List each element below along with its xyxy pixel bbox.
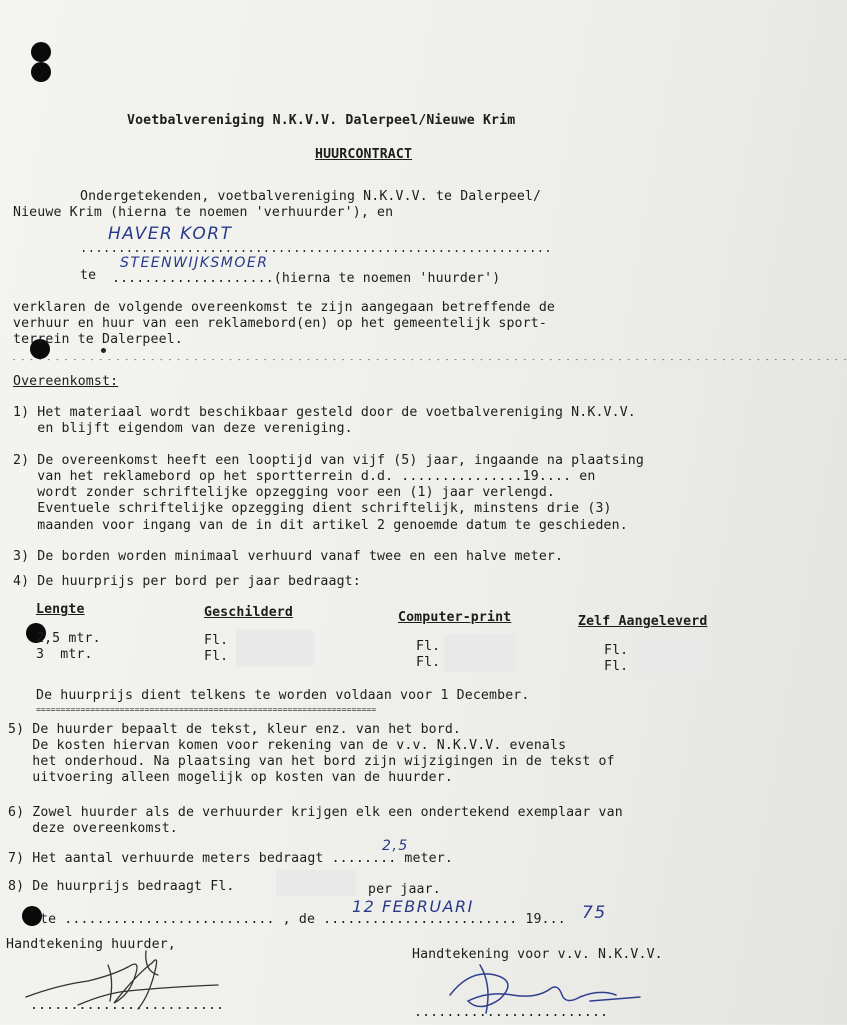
date-handwritten: 12 FEBRUARI xyxy=(352,897,474,916)
punch-hole-top-1 xyxy=(31,42,51,62)
intro-line-2: Nieuwe Krim (hierna te noemen 'verhuurder'), en xyxy=(13,205,394,220)
article-4: 4) De huurprijs per bord per jaar bedraagt: xyxy=(13,574,361,589)
article-6-line-2: deze overeenkomst. xyxy=(8,821,178,836)
signature-label-club: Handtekening voor v.v. N.K.V.V. xyxy=(412,947,663,962)
equals-separator: ===================================================================== xyxy=(36,704,377,714)
row-2-print: Fl. xyxy=(416,655,441,670)
row-1-own: Fl. xyxy=(604,643,629,658)
col-header-painted: Geschilderd xyxy=(204,605,293,620)
row-2-length: 3 mtr. xyxy=(36,647,93,662)
redacted-price-print xyxy=(444,634,516,672)
row-1-print: Fl. xyxy=(416,639,441,654)
redacted-price-painted xyxy=(236,630,314,666)
dashed-separator: - - - - - - - - - - - - - - - - - - - - - - - - - - - - - - - - - - - - - - - - - - - - - - - - - - - - - - - - - - - - - - - - - - - - - - - - - - - - - - - - - - - - - - - - - - - - - - - - - xyxy=(12,355,847,364)
intro-line-1: Ondergetekenden, voetbalvereniging N.K.V.V. te Dalerpeel/ xyxy=(80,189,542,204)
row-1-length: 2,5 mtr. xyxy=(36,631,101,646)
year-handwritten: 75 xyxy=(582,903,607,923)
article-2-line-3: wordt zonder schriftelijke opzegging voor een (1) jaar verlengd. xyxy=(13,485,555,500)
intro-line-4: verhuur en huur van een reklamebord(en) op het gemeentelijk sport- xyxy=(13,316,547,331)
row-1-painted: Fl. xyxy=(204,633,229,648)
article-5-line-4: uitvoering alleen mogelijk op kosten van de huurder. xyxy=(8,770,453,785)
document-title: HUURCONTRACT xyxy=(315,147,413,162)
article-1-line-2: en blijft eigendom van deze vereniging. xyxy=(13,421,353,436)
organisation-heading: Voetbalvereniging N.K.V.V. Dalerpeel/Nieuwe Krim xyxy=(127,113,516,128)
col-header-print: Computer-print xyxy=(398,610,512,625)
payment-note: De huurprijs dient telkens te worden voldaan voor 1 December. xyxy=(36,688,530,703)
place-handwritten: STEENWIJKSMOER xyxy=(120,255,269,271)
article-2-line-1: 2) De overeenkomst heeft een looptijd van vijf (5) jaar, ingaande na plaatsing xyxy=(13,453,644,468)
signature-dots-club: ........................ xyxy=(414,1005,609,1020)
article-2-line-4: Eventuele schriftelijke opzegging dient schriftelijk, minstens drie (3) xyxy=(13,501,612,516)
row-2-own: Fl. xyxy=(604,659,629,674)
col-header-own: Zelf Aangeleverd xyxy=(578,614,708,629)
redacted-price-own xyxy=(634,638,708,676)
club-signature xyxy=(440,955,660,1025)
intro-line-5: terrein te Dalerpeel. xyxy=(13,332,183,347)
row-2-painted: Fl. xyxy=(204,649,229,664)
article-8-prefix: 8) De huurprijs bedraagt Fl. xyxy=(8,879,235,894)
meters-handwritten: 2,5 xyxy=(382,838,409,854)
article-5-line-1: 5) De huurder bepaalt de tekst, kleur enz. van het bord. xyxy=(8,722,462,737)
place-date-line: te .......................... , de ........................ 19... xyxy=(40,912,566,927)
place-dotted-field: ....................(hierna te noemen 'huurder') xyxy=(112,271,501,286)
signature-label-tenant: Handtekening huurder, xyxy=(6,937,176,952)
redacted-total-price xyxy=(276,870,356,896)
separator-dot xyxy=(101,348,106,353)
article-1-line-1: 1) Het materiaal wordt beschikbaar gesteld door de voetbalvereniging N.K.V.V. xyxy=(13,405,636,420)
name-dotted-field: .............................................................. xyxy=(80,240,552,255)
te-label: te xyxy=(80,268,97,283)
article-3: 3) De borden worden minimaal verhuurd vanaf twee en een halve meter. xyxy=(13,549,564,564)
article-2-line-5: maanden voor ingang van de in dit artikel 2 genoemde datum te geschieden. xyxy=(13,518,628,533)
article-5-line-3: het onderhoud. Na plaatsing van het bord zijn wijzigingen in de tekst of xyxy=(8,754,615,769)
name-handwritten: HAVER KORT xyxy=(108,224,233,244)
signature-dots-tenant: ........................ xyxy=(30,998,225,1013)
col-header-length: Lengte xyxy=(36,602,85,617)
intro-line-3: verklaren de volgende overeenkomst te zijn aangegaan betreffende de xyxy=(13,300,555,315)
article-5-line-2: De kosten hiervan komen voor rekening van de v.v. N.K.V.V. evenals xyxy=(8,738,567,753)
punch-hole-bottom xyxy=(22,906,42,926)
article-2-line-2: van het reklamebord op het sportterrein d.d. ...............19.... en xyxy=(13,469,596,484)
tenant-signature xyxy=(18,945,228,1020)
punch-hole-top-2 xyxy=(31,62,51,82)
article-7: 7) Het aantal verhuurde meters bedraagt ........ meter. xyxy=(8,851,453,866)
article-8-suffix: per jaar. xyxy=(368,882,441,897)
agreement-heading: Overeenkomst: xyxy=(13,374,119,389)
article-6-line-1: 6) Zowel huurder als de verhuurder krijgen elk een ondertekend exemplaar van xyxy=(8,805,623,820)
